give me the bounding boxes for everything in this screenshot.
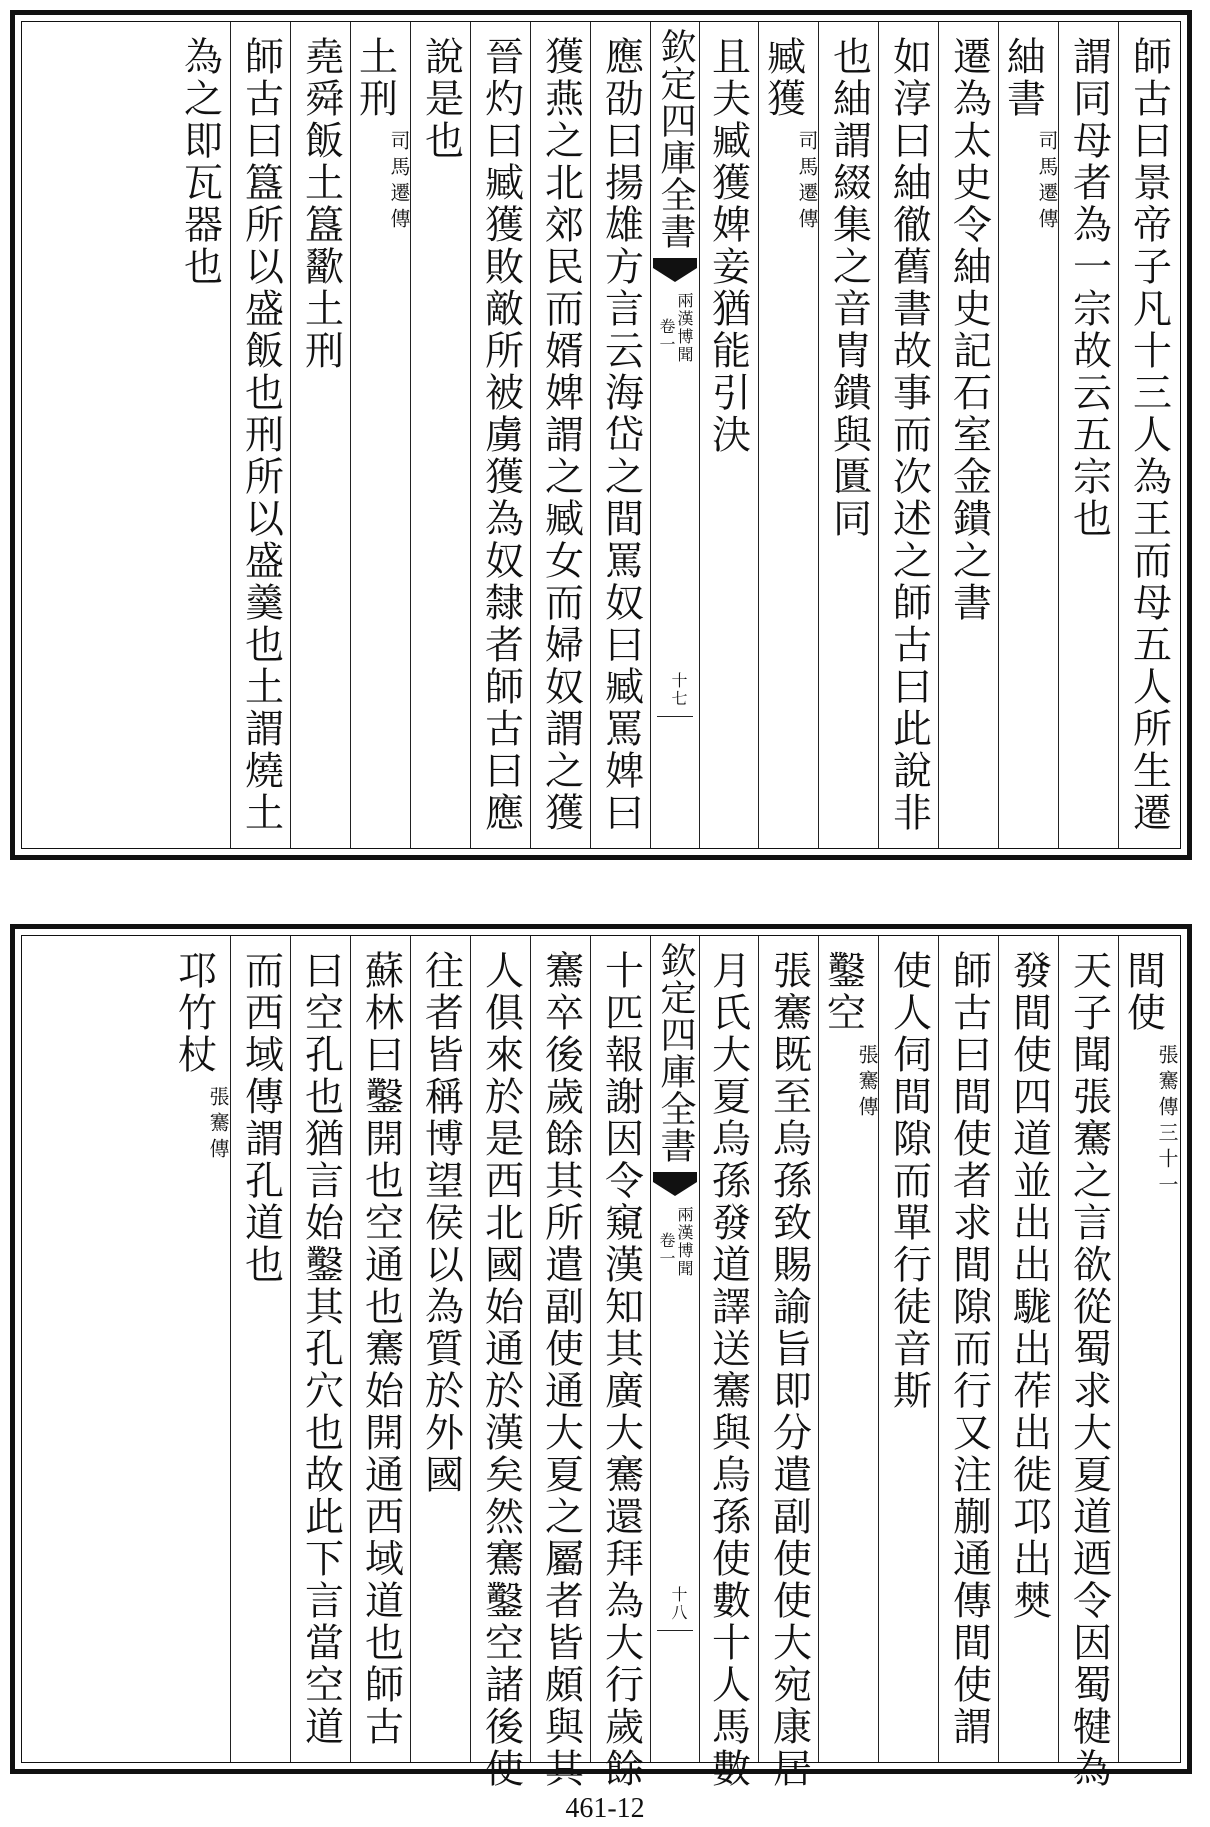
text-column — [590, 936, 651, 1790]
column-text: 也紬謂綴集之音冑鐀與匱同 — [826, 36, 872, 540]
text-column — [1058, 936, 1119, 1790]
text-column — [938, 936, 999, 1762]
column-text: 說是也 — [418, 36, 464, 162]
fishtail-mark-icon — [653, 1172, 697, 1198]
column-text: 為之即瓦器也 — [177, 36, 223, 288]
column-text: 騫卒後歲餘其所遣副使通大夏之屬者皆頗與其 — [538, 950, 584, 1790]
text-column — [230, 22, 291, 848]
center-title: 欽定四庫全書 — [655, 28, 696, 250]
text-column — [290, 936, 351, 1762]
column-text: 鑿空 — [820, 950, 866, 1034]
column-text: 謂同母者為一宗故云五宗也 — [1066, 36, 1112, 540]
text-column — [530, 22, 591, 848]
center-fold-column — [650, 22, 700, 848]
top-page — [10, 10, 1192, 860]
column-text: 且夫臧獲婢妾猶能引決 — [705, 36, 751, 456]
column-text: 應劭曰揚雄方言云海岱之間罵奴曰臧罵婢曰 — [598, 36, 644, 834]
column-text: 遷為太史令紬史記石室金鐀之書 — [946, 36, 992, 624]
section-source-label: 司馬遷傳 — [795, 130, 819, 234]
center-volume: 卷一 — [657, 1232, 676, 1268]
column-text: 十匹報謝因令窺漢知其廣大騫還拜為大行歲餘 — [598, 950, 644, 1790]
column-text: 師古曰景帝子凡十三人為王而母五人所生遷 — [1126, 36, 1172, 834]
top-page-frame — [21, 21, 1181, 849]
column-text: 間使 — [1120, 950, 1166, 1034]
text-column — [170, 936, 230, 1762]
column-text: 曰空孔也猶言始鑿其孔穴也故此下言當空道 — [298, 950, 344, 1748]
section-source-label: 張騫傳三十一 — [1155, 1044, 1179, 1200]
text-column — [530, 936, 591, 1790]
section-source-label: 司馬遷傳 — [387, 130, 411, 234]
column-text: 邛竹杖 — [171, 950, 217, 1076]
text-column — [470, 22, 531, 848]
column-text: 使人伺間隙而單行徒音斯 — [886, 950, 932, 1412]
center-book-title: 兩漢博聞 — [675, 1206, 694, 1278]
column-text: 臧獲 — [760, 36, 806, 120]
text-column — [350, 22, 411, 848]
column-text: 師古曰簋所以盛飯也刑所以盛羹也土謂燒土 — [238, 36, 284, 834]
section-source-label: 張騫傳 — [206, 1086, 230, 1164]
text-column — [938, 22, 999, 848]
column-text: 張騫既至烏孫致賜諭旨即分遣副使使大宛康居 — [766, 950, 812, 1790]
text-column — [698, 22, 758, 848]
center-book-title: 兩漢博聞 — [675, 292, 694, 364]
text-column — [170, 22, 230, 848]
column-text: 天子聞張騫之言欲從蜀求大夏道迺令因蜀犍為 — [1066, 950, 1112, 1790]
column-text: 晉灼曰臧獲敗敵所被虜獲為奴隸者師古曰應 — [478, 36, 524, 834]
column-text: 土刑 — [352, 36, 398, 120]
text-column — [818, 936, 879, 1762]
text-column — [878, 936, 939, 1762]
column-text: 月氏大夏烏孫發道譯送騫與烏孫使數十人馬數 — [705, 950, 751, 1790]
column-text: 往者皆稱博望侯以為質於外國 — [418, 950, 464, 1496]
section-source-label: 張騫傳 — [855, 1044, 879, 1122]
bottom-page-frame — [21, 935, 1181, 1790]
column-text: 如淳曰紬徹舊書故事而次述之師古曰此說非 — [886, 36, 932, 834]
text-column — [230, 936, 291, 1762]
text-column — [818, 22, 879, 848]
column-text: 獲燕之北郊民而婿婢謂之臧女而婦奴謂之獲 — [538, 36, 584, 834]
column-text: 紬書 — [1000, 36, 1046, 120]
column-text: 蘇林曰鑿開也空通也騫始開通西域道也師古 — [358, 950, 404, 1748]
text-column — [350, 936, 411, 1762]
page-number-footer: 461-12 — [565, 1793, 645, 1824]
text-column — [998, 936, 1059, 1762]
column-text: 而西域傳謂孔道也 — [238, 950, 284, 1286]
text-column — [1058, 22, 1119, 848]
center-page-number: 十八 — [669, 1586, 688, 1622]
center-divider-line — [657, 716, 693, 717]
text-column — [1118, 936, 1179, 1762]
text-column — [470, 936, 531, 1790]
text-column — [410, 22, 471, 848]
text-column — [1118, 22, 1179, 848]
column-text: 堯舜飯土簋歠土刑 — [298, 36, 344, 372]
center-volume: 卷一 — [657, 318, 676, 354]
column-text: 發間使四道並出出駹出莋出徙邛出僰 — [1006, 950, 1052, 1622]
text-column — [998, 22, 1059, 848]
column-text: 人俱來於是西北國始通於漢矣然騫鑿空諸後使 — [478, 950, 524, 1790]
center-title: 欽定四庫全書 — [655, 942, 696, 1164]
text-column — [698, 936, 758, 1790]
bottom-page — [10, 924, 1192, 1790]
text-column — [290, 22, 351, 848]
center-page-number: 十七 — [669, 672, 688, 708]
text-column — [878, 22, 939, 848]
text-column — [410, 936, 471, 1762]
text-column — [590, 22, 651, 848]
center-divider-line — [657, 1630, 693, 1631]
text-column — [758, 22, 819, 848]
column-text: 師古曰間使者求間隙而行又注蒯通傳間使謂 — [946, 950, 992, 1748]
center-fold-column — [650, 936, 700, 1762]
text-column — [758, 936, 819, 1790]
section-source-label: 司馬遷傳 — [1035, 130, 1059, 234]
fishtail-mark-icon — [653, 258, 697, 284]
